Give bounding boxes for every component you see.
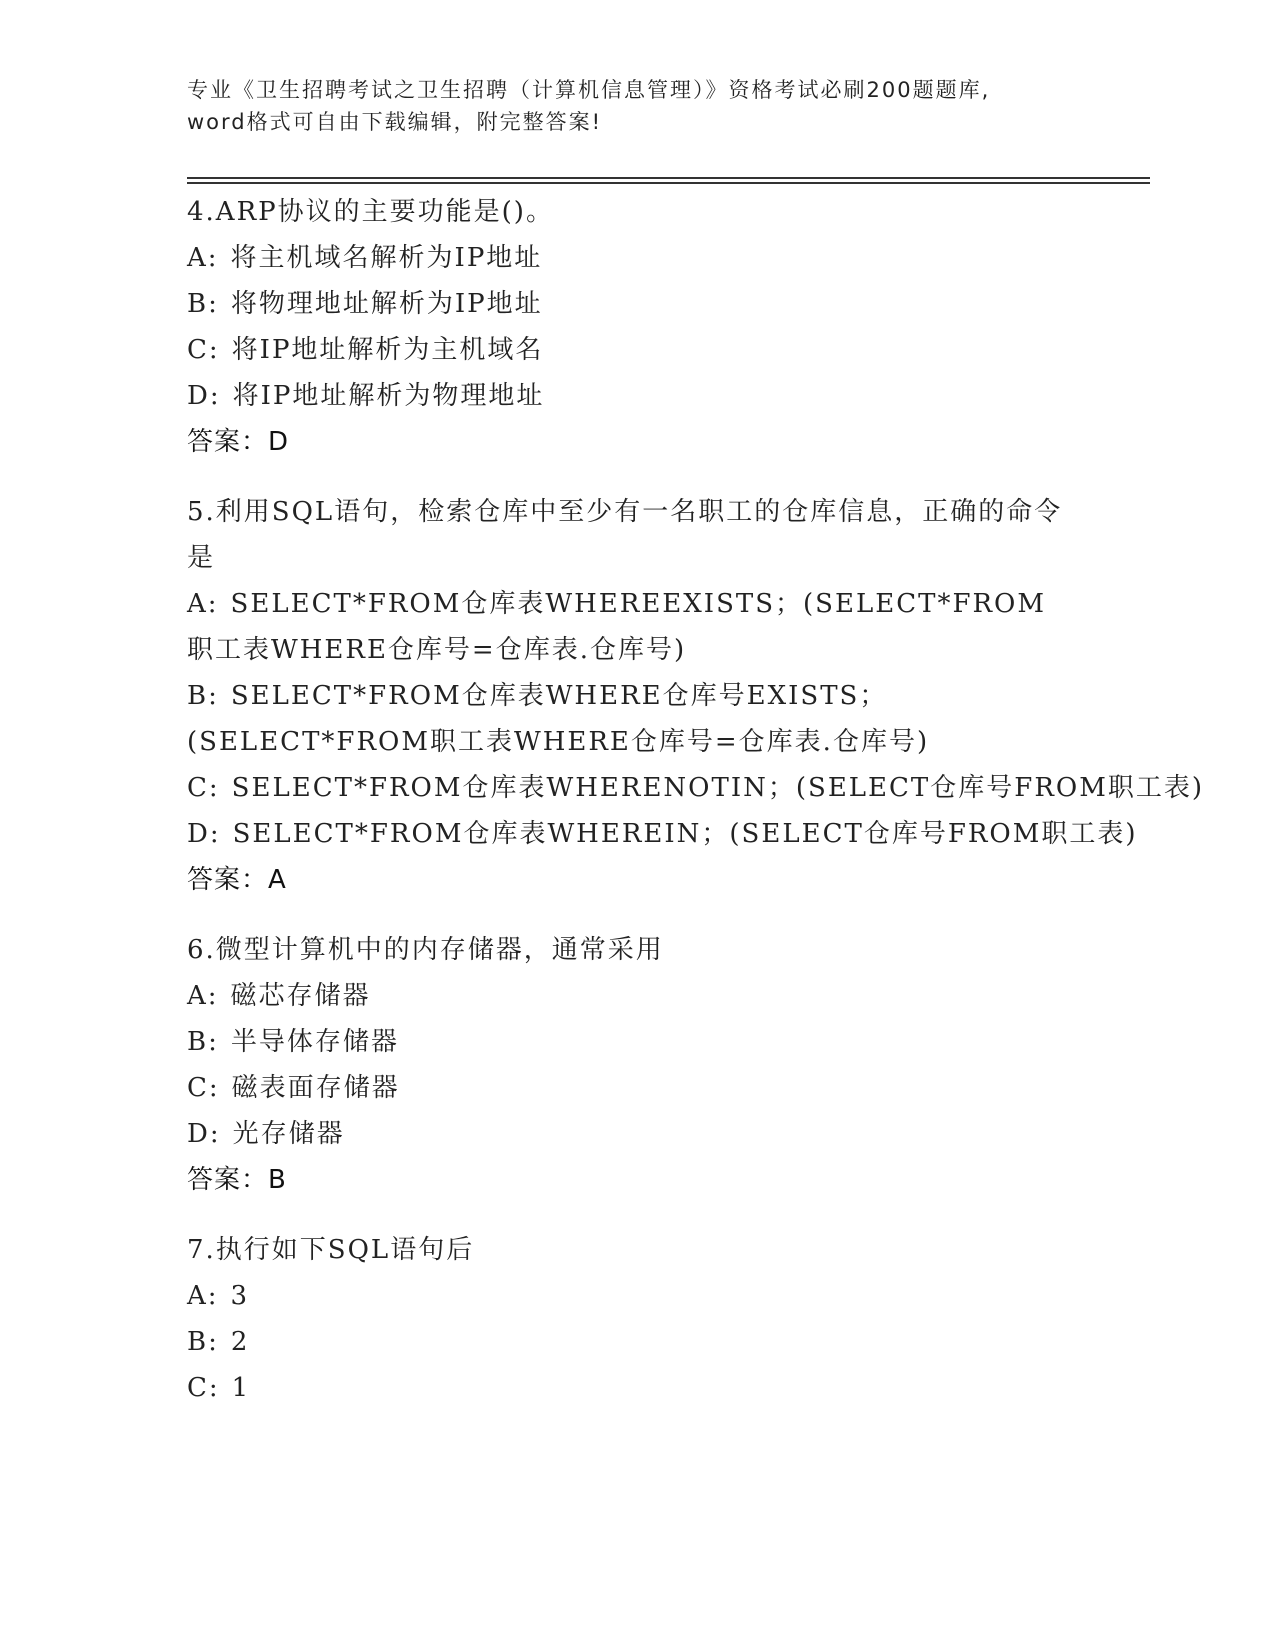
option-key: A [187,589,208,619]
answer: 答案：A [187,865,287,895]
option-text: 将物理地址解析为IP地址 [230,289,543,319]
option-key: B [187,1027,209,1057]
question-stem: 4.ARP协议的主要功能是()。 [187,197,554,227]
question-list [187,189,1204,1435]
option-text: 光存储器 [232,1119,345,1149]
option-d: D: 将IP地址解析为物理地址 [187,381,545,411]
option-a: A: 3 [187,1281,250,1311]
option-key: A [187,243,208,273]
option-text: 将主机域名解析为IP地址 [230,243,543,273]
header-divider-top [187,177,1150,179]
question-5 [187,489,1204,903]
option-text: SELECT*FROM仓库表WHERENOTIN；(SELECT仓库号FROM职工表) [231,773,1204,803]
option-key: B [187,681,209,711]
option-text: SELECT*FROM仓库表WHEREEXISTS；(SELECT*FROM职工表WHERE仓库号=仓库表.仓库号) [187,589,1046,665]
option-d: D: 光存储器 [187,1119,345,1149]
option-key: A [187,1281,208,1311]
question-stem: 6.微型计算机中的内存储器，通常采用 [187,935,664,965]
answer: 答案：D [187,427,290,457]
question-4 [187,189,1067,465]
option-b: B: 将物理地址解析为IP地址 [187,289,543,319]
option-text: SELECT*FROM仓库表WHEREIN；(SELECT仓库号FROM职工表) [232,819,1138,849]
option-a: A: 磁芯存储器 [187,981,371,1011]
option-a: A: 将主机域名解析为IP地址 [187,243,543,273]
option-c: C: 将IP地址解析为主机域名 [187,335,544,365]
option-text: 磁芯存储器 [230,981,371,1011]
header-line-1: 专业《卫生招聘考试之卫生招聘（计算机信息管理）》资格考试必刷200题题库, [187,78,991,102]
option-a: A: SELECT*FROM仓库表WHEREEXISTS；(SELECT*FROM职工表WHERE仓库号=仓库表.仓库号) [187,589,1046,665]
document-header [187,74,1087,138]
header-divider-bottom [187,182,1150,184]
option-text: 半导体存储器 [230,1027,399,1057]
option-text: 1 [231,1373,251,1403]
option-d: D: SELECT*FROM仓库表WHEREIN；(SELECT仓库号FROM职工表) [187,819,1138,849]
option-text: 将IP地址解析为物理地址 [232,381,545,411]
option-key: C [187,1373,209,1403]
option-b: B: 半导体存储器 [187,1027,399,1057]
option-key: A [187,981,208,1011]
option-key: B [187,289,209,319]
option-b: B: SELECT*FROM仓库表WHERE仓库号EXISTS；(SELECT*FROM职工表WHERE仓库号=仓库表.仓库号) [187,681,930,757]
question-stem: 5.利用SQL语句，检索仓库中至少有一名职工的仓库信息，正确的命令是 [187,497,1063,573]
option-c: C: 磁表面存储器 [187,1073,400,1103]
option-text: 磁表面存储器 [231,1073,400,1103]
answer: 答案：B [187,1165,287,1195]
option-key: C [187,773,209,803]
option-key: C [187,335,209,365]
option-key: C [187,1073,209,1103]
option-b: B: 2 [187,1327,250,1357]
option-key: D [187,1119,210,1149]
option-text: SELECT*FROM仓库表WHERE仓库号EXISTS；(SELECT*FROM职工表WHERE仓库号=仓库表.仓库号) [187,681,930,757]
question-6 [187,927,1067,1203]
option-key: D [187,819,210,849]
option-c: C: 1 [187,1373,251,1403]
option-text: 3 [230,1281,250,1311]
question-stem: 7.执行如下SQL语句后 [187,1235,475,1265]
question-7 [187,1227,1067,1411]
option-c: C: SELECT*FROM仓库表WHERENOTIN；(SELECT仓库号FROM职工表) [187,773,1204,803]
option-text: 将IP地址解析为主机域名 [231,335,544,365]
option-key: B [187,1327,209,1357]
option-key: D [187,381,210,411]
header-line-2: word格式可自由下载编辑，附完整答案! [187,110,603,134]
option-text: 2 [230,1327,250,1357]
